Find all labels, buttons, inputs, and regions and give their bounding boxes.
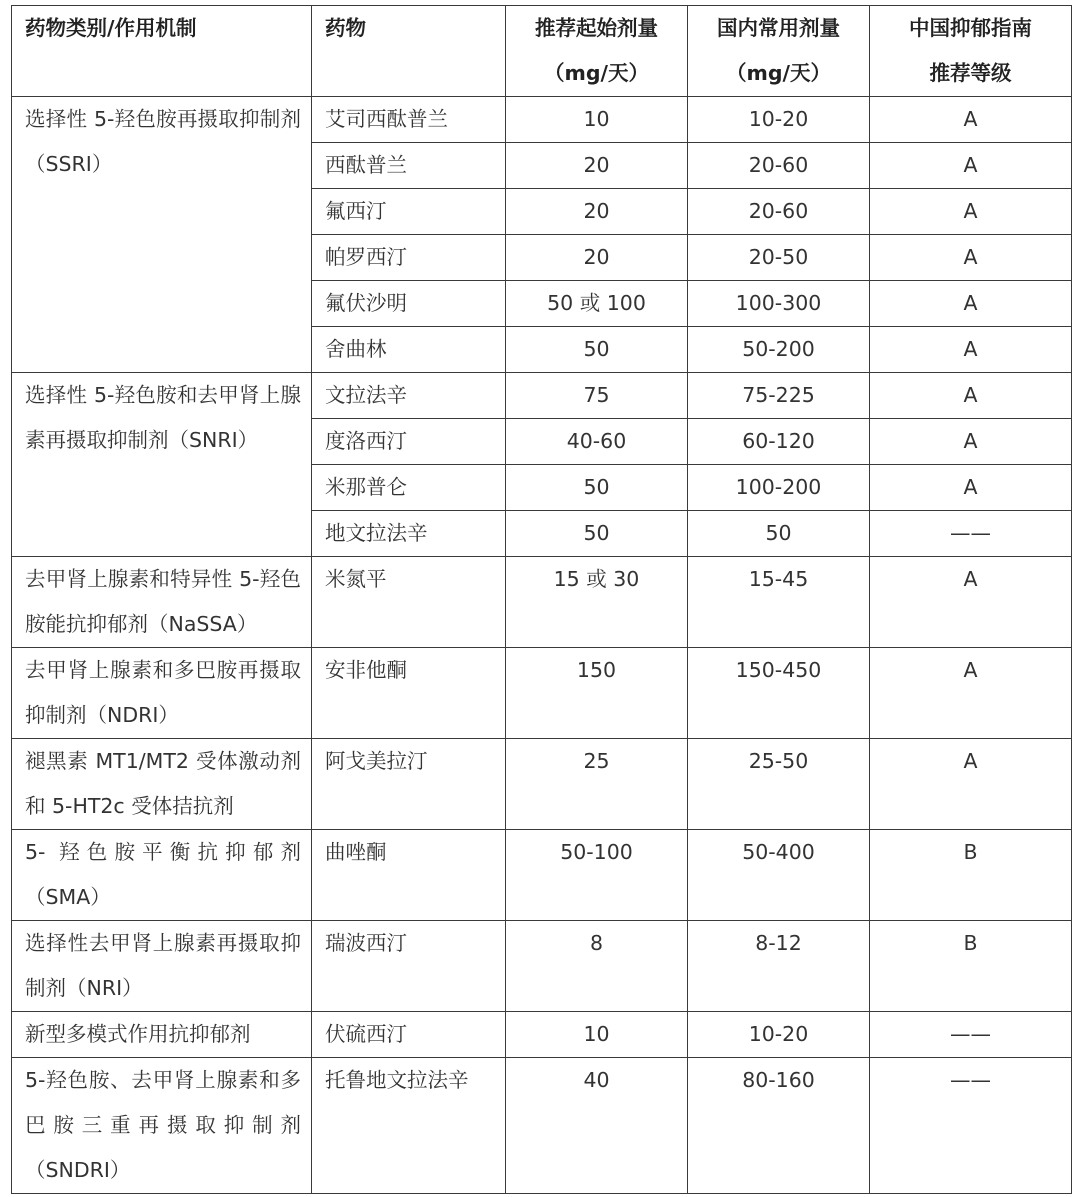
grade-cell: ——	[870, 1012, 1072, 1058]
table-row	[12, 557, 1072, 648]
start-dose-cell: 40-60	[506, 419, 688, 465]
grade-cell: A	[870, 557, 1072, 648]
start-dose-cell: 50	[506, 511, 688, 557]
table-row	[12, 921, 1072, 1012]
drug-cell: 文拉法辛	[312, 373, 506, 419]
header-start-dose-label: 推荐起始剂量 （mg/天）	[535, 16, 658, 85]
usual-dose-cell: 20-60	[688, 143, 870, 189]
usual-dose-cell: 8-12	[688, 921, 870, 1012]
category-cell: 选择性 5-羟色胺再摄取抑制剂（SSRI）	[12, 97, 312, 373]
grade-cell: B	[870, 921, 1072, 1012]
start-dose-cell: 10	[506, 97, 688, 143]
usual-dose-cell: 50	[688, 511, 870, 557]
start-dose-cell: 20	[506, 143, 688, 189]
drug-cell: 米氮平	[312, 557, 506, 648]
category-cell: 5-羟色胺、去甲肾上腺素和多巴胺三重再摄取抑制剂（SNDRI）	[12, 1058, 312, 1194]
grade-cell: A	[870, 235, 1072, 281]
start-dose-cell: 8	[506, 921, 688, 1012]
drug-cell: 瑞波西汀	[312, 921, 506, 1012]
table-row	[12, 648, 1072, 739]
category-cell: 去甲肾上腺素和多巴胺再摄取抑制剂（NDRI）	[12, 648, 312, 739]
usual-dose-cell: 20-50	[688, 235, 870, 281]
start-dose-cell: 150	[506, 648, 688, 739]
drug-cell: 舍曲林	[312, 327, 506, 373]
usual-dose-cell: 150-450	[688, 648, 870, 739]
usual-dose-cell: 75-225	[688, 373, 870, 419]
header-start-dose	[506, 6, 688, 97]
grade-cell: A	[870, 419, 1072, 465]
header-row	[12, 6, 1072, 97]
table-row	[12, 1058, 1072, 1194]
grade-cell: A	[870, 373, 1072, 419]
usual-dose-cell: 50-400	[688, 830, 870, 921]
grade-cell: B	[870, 830, 1072, 921]
antidepressant-dosage-table	[11, 5, 1072, 1194]
start-dose-cell: 40	[506, 1058, 688, 1194]
grade-cell: A	[870, 739, 1072, 830]
header-usual-dose	[688, 6, 870, 97]
drug-cell: 西酞普兰	[312, 143, 506, 189]
drug-cell: 伏硫西汀	[312, 1012, 506, 1058]
category-cell: 5- 羟色胺平衡抗抑郁剂（SMA）	[12, 830, 312, 921]
usual-dose-cell: 100-200	[688, 465, 870, 511]
drug-cell: 度洛西汀	[312, 419, 506, 465]
header-category-label: 药物类别/作用机制	[25, 16, 197, 40]
drug-cell: 氟西汀	[312, 189, 506, 235]
usual-dose-cell: 20-60	[688, 189, 870, 235]
drug-cell: 阿戈美拉汀	[312, 739, 506, 830]
drug-cell: 米那普仑	[312, 465, 506, 511]
table-row	[12, 373, 1072, 419]
start-dose-cell: 15 或 30	[506, 557, 688, 648]
grade-cell: A	[870, 465, 1072, 511]
category-cell: 新型多模式作用抗抑郁剂	[12, 1012, 312, 1058]
category-cell: 选择性去甲肾上腺素再摄取抑制剂（NRI）	[12, 921, 312, 1012]
table-row	[12, 1012, 1072, 1058]
start-dose-cell: 20	[506, 189, 688, 235]
drug-cell: 托鲁地文拉法辛	[312, 1058, 506, 1194]
usual-dose-cell: 15-45	[688, 557, 870, 648]
usual-dose-cell: 25-50	[688, 739, 870, 830]
usual-dose-cell: 10-20	[688, 97, 870, 143]
grade-cell: A	[870, 648, 1072, 739]
table-row	[12, 739, 1072, 830]
table-row	[12, 830, 1072, 921]
grade-cell: ——	[870, 511, 1072, 557]
drug-cell: 地文拉法辛	[312, 511, 506, 557]
start-dose-cell: 50	[506, 327, 688, 373]
drug-cell: 艾司西酞普兰	[312, 97, 506, 143]
header-category	[12, 6, 312, 97]
drug-cell: 安非他酮	[312, 648, 506, 739]
grade-cell: A	[870, 327, 1072, 373]
usual-dose-cell: 50-200	[688, 327, 870, 373]
drug-cell: 曲唑酮	[312, 830, 506, 921]
usual-dose-cell: 10-20	[688, 1012, 870, 1058]
header-drug-label: 药物	[325, 16, 366, 40]
start-dose-cell: 20	[506, 235, 688, 281]
grade-cell: A	[870, 143, 1072, 189]
usual-dose-cell: 60-120	[688, 419, 870, 465]
table-row	[12, 97, 1072, 143]
start-dose-cell: 10	[506, 1012, 688, 1058]
start-dose-cell: 50 或 100	[506, 281, 688, 327]
header-usual-dose-label: 国内常用剂量 （mg/天）	[717, 16, 840, 85]
grade-cell: ——	[870, 1058, 1072, 1194]
start-dose-cell: 25	[506, 739, 688, 830]
start-dose-cell: 75	[506, 373, 688, 419]
grade-cell: A	[870, 281, 1072, 327]
header-guideline-grade	[870, 6, 1072, 97]
category-cell: 选择性 5-羟色胺和去甲肾上腺素再摄取抑制剂（SNRI）	[12, 373, 312, 557]
grade-cell: A	[870, 189, 1072, 235]
header-drug	[312, 6, 506, 97]
start-dose-cell: 50	[506, 465, 688, 511]
category-cell: 去甲肾上腺素和特异性 5-羟色胺能抗抑郁剂（NaSSA）	[12, 557, 312, 648]
category-cell: 褪黑素 MT1/MT2 受体激动剂和 5-HT2c 受体拮抗剂	[12, 739, 312, 830]
grade-cell: A	[870, 97, 1072, 143]
drug-cell: 帕罗西汀	[312, 235, 506, 281]
usual-dose-cell: 80-160	[688, 1058, 870, 1194]
drug-cell: 氟伏沙明	[312, 281, 506, 327]
start-dose-cell: 50-100	[506, 830, 688, 921]
header-guideline-grade-label: 中国抑郁指南 推荐等级	[909, 16, 1032, 85]
usual-dose-cell: 100-300	[688, 281, 870, 327]
